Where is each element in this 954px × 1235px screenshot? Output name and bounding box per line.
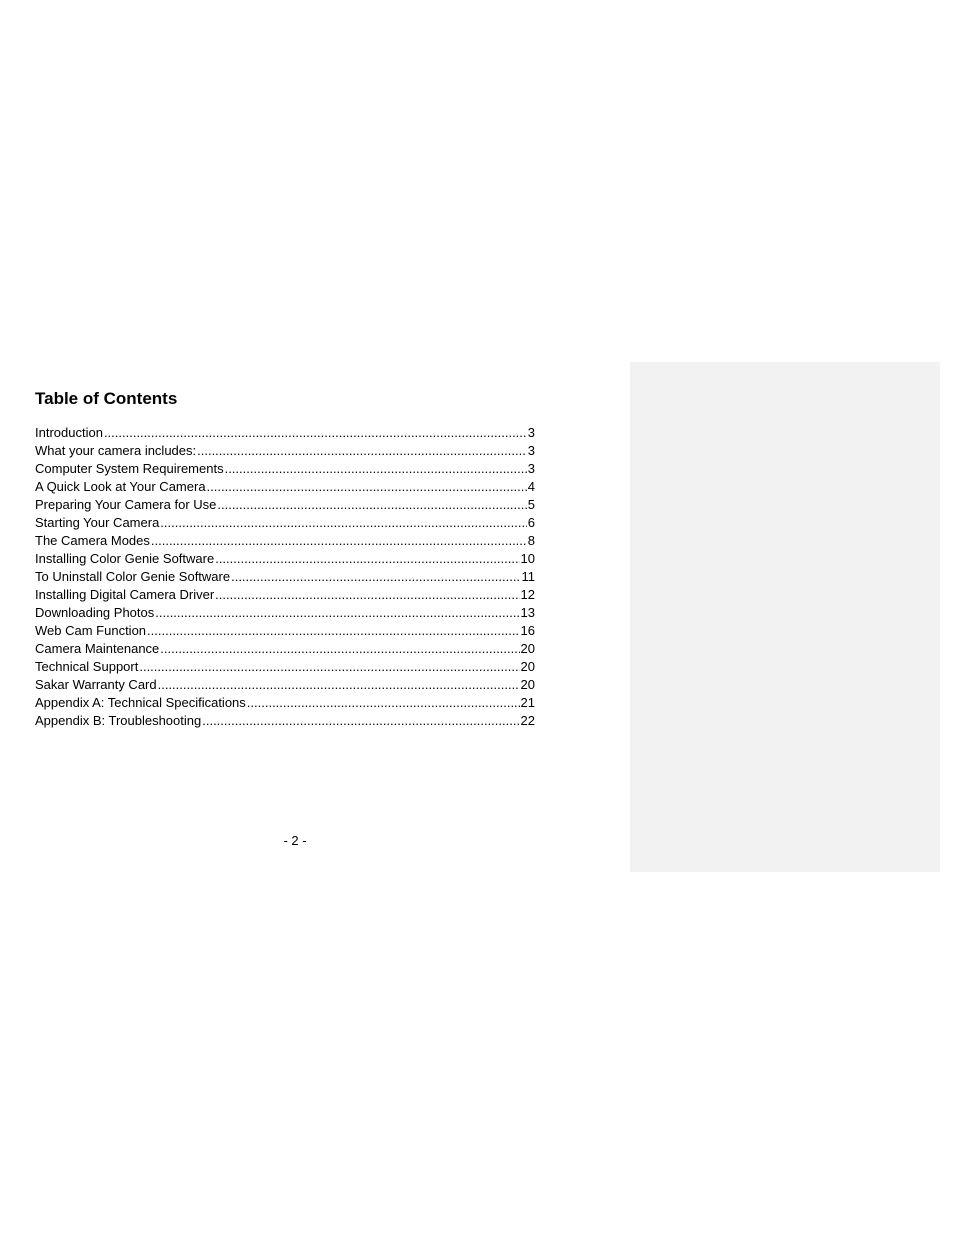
toc-dot-leader xyxy=(151,532,527,550)
toc-entry[interactable] xyxy=(35,712,535,730)
toc-entry[interactable] xyxy=(35,658,535,676)
toc-entry[interactable] xyxy=(35,622,535,640)
toc-entry[interactable] xyxy=(35,460,535,478)
toc-entry-page: 16 xyxy=(520,623,535,638)
toc-dot-leader xyxy=(217,496,526,514)
toc-entry[interactable] xyxy=(35,424,535,442)
toc-dot-leader xyxy=(231,568,520,586)
toc-entry-label: The Camera Modes xyxy=(35,533,150,548)
toc-entry-page: 5 xyxy=(527,497,535,512)
toc-dot-leader xyxy=(147,622,520,640)
toc-entry-page: 13 xyxy=(520,605,535,620)
toc-entry-label: Appendix B: Troubleshooting xyxy=(35,713,202,728)
toc-dot-leader xyxy=(155,604,519,622)
toc-entry[interactable] xyxy=(35,586,535,604)
toc-title: Table of Contents xyxy=(35,389,178,408)
toc-entry-label: Camera Maintenance xyxy=(35,641,160,656)
toc-entry-label: Preparing Your Camera for Use xyxy=(35,497,217,512)
toc-entry-page: 10 xyxy=(520,551,535,566)
toc-entry-label: Downloading Photos xyxy=(35,605,155,620)
toc-dot-leader xyxy=(160,514,526,532)
toc-entry-label: Computer System Requirements xyxy=(35,461,224,476)
toc-entry[interactable] xyxy=(35,442,535,460)
toc-entry-page: 21 xyxy=(520,695,535,710)
toc-entry-label: To Uninstall Color Genie Software xyxy=(35,569,231,584)
toc-entry[interactable] xyxy=(35,640,535,658)
toc-entry-label: Web Cam Function xyxy=(35,623,147,638)
toc-entry[interactable] xyxy=(35,604,535,622)
toc-entry-label: Appendix A: Technical Specifications xyxy=(35,695,246,710)
toc-entry-page: 4 xyxy=(527,479,535,494)
toc-entry-page: 3 xyxy=(527,425,535,440)
toc-entry-label: Technical Support xyxy=(35,659,139,674)
page-number: - 2 - xyxy=(283,833,307,848)
toc-entry[interactable] xyxy=(35,694,535,712)
toc-entry-page: 3 xyxy=(527,443,535,458)
toc-entry[interactable] xyxy=(35,568,535,586)
toc-entry-page: 20 xyxy=(520,641,535,656)
toc-entry-page: 20 xyxy=(520,677,535,692)
toc-dot-leader xyxy=(139,658,519,676)
toc-entry-page: 12 xyxy=(520,587,535,602)
toc-entry[interactable] xyxy=(35,550,535,568)
toc-entry-page: 11 xyxy=(521,569,535,584)
toc-dot-leader xyxy=(202,712,519,730)
toc-entry[interactable] xyxy=(35,478,535,496)
toc-list xyxy=(35,424,535,730)
toc-dot-leader xyxy=(104,424,527,442)
toc-entry[interactable] xyxy=(35,514,535,532)
toc-dot-leader xyxy=(158,676,520,694)
toc-dot-leader xyxy=(197,442,527,460)
toc-dot-leader xyxy=(225,460,527,478)
toc-dot-leader xyxy=(215,550,519,568)
toc-entry[interactable] xyxy=(35,496,535,514)
toc-entry-label: A Quick Look at Your Camera xyxy=(35,479,206,494)
toc-dot-leader xyxy=(207,478,527,496)
toc-dot-leader xyxy=(247,694,520,712)
toc-entry-label: Starting Your Camera xyxy=(35,515,160,530)
toc-entry-label: Installing Digital Camera Driver xyxy=(35,587,215,602)
toc-dot-leader xyxy=(160,640,519,658)
toc-dot-leader xyxy=(215,586,519,604)
comment-panel xyxy=(630,362,940,872)
toc-entry-page: 20 xyxy=(520,659,535,674)
toc-entry[interactable] xyxy=(35,532,535,550)
toc-entry-label: What your camera includes: xyxy=(35,443,197,458)
toc-entry-page: 3 xyxy=(527,461,535,476)
toc-entry[interactable] xyxy=(35,676,535,694)
toc-entry-label: Installing Color Genie Software xyxy=(35,551,215,566)
toc-entry-page: 22 xyxy=(520,713,535,728)
toc-entry-page: 8 xyxy=(527,533,535,548)
toc-entry-label: Introduction xyxy=(35,425,103,440)
toc-entry-label: Sakar Warranty Card xyxy=(35,677,157,692)
toc-entry-page: 6 xyxy=(527,515,535,530)
